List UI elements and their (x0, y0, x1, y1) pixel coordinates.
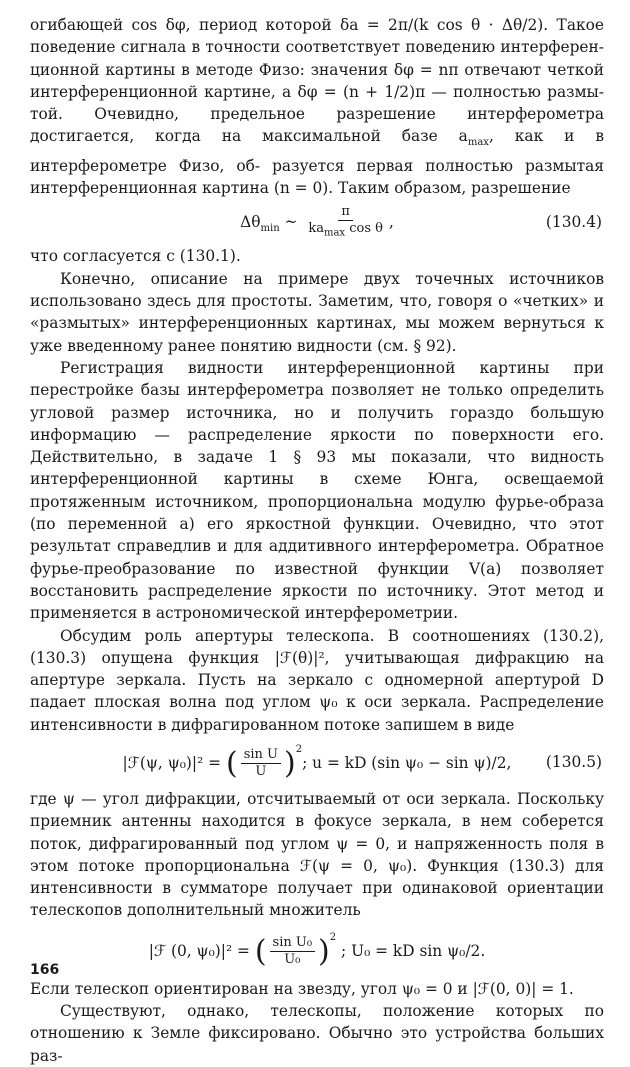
page-number: 166 (30, 962, 60, 978)
page-body (30, 14, 604, 1067)
text-line: разуется первая полностью размытая интерференционная картина (30, 156, 604, 198)
fraction: $\frac{\pi}{ka_{max} \cos \theta}$ (308, 203, 383, 239)
fraction: $\frac{\text{sin U}}{U}$ (241, 747, 281, 780)
paragraph-after-eq: что согласуется с (130.1). (30, 247, 241, 266)
text-line: (n = 0). Таким образом, разрешение (273, 179, 571, 198)
paragraph-4: Обсудим роль апертуры телескопа. В соотношениях (130.2), (130.3) опущена функция |ℱ(θ)|², учитывающая дифракцию на апертуре зеркала. Пусть на зеркало с одномерной апертурой D падает плоская волна под углом ψ₀ к оси зеркала. Распределение интенсивности в дифрагированном потоке запишем в виде (30, 626, 604, 734)
equation-130-5: |ℱ(ψ, ψ₀)|² = ( $\frac{\text{sin U}}{U}$ )$^2$; u = kD (sin ψ₀ − sin ψ)/2, (130.5) (122, 743, 602, 781)
text-line: когда на максимальной базе a (155, 127, 468, 146)
subscript: max (467, 137, 489, 149)
text-line: той. Очевидно, предельное разрешение интерферометра достигается, (30, 105, 604, 146)
text-line: поведение сигнала в точности соответствует поведению интерферен- (30, 38, 604, 57)
text-line: , как и в интерферометре Физо, об- (30, 127, 605, 175)
paragraph-6: Если телескоп ориентирован на звезду, угол ψ₀ = 0 и |ℱ(0, 0)| = 1. (30, 979, 574, 998)
equation-130-4: $\Delta\theta_{min}$ ~ $\frac{\pi}{ka_{max} \cos \theta}$ , (130.4) (30, 199, 604, 245)
paragraph-7: Существуют, однако, телескопы, положение которых по отношению к Земле фиксировано. Обычно это устройства больших раз- (30, 1002, 604, 1065)
equation-number: (130.4) (545, 213, 602, 232)
text-line: огибающей cos δφ, период которой δa = 2π/(k cos θ · Δθ/2). Такое (30, 16, 604, 34)
fraction: $\frac{\text{sin U₀}}{\text{U₀}}$ (270, 935, 316, 968)
paragraph-intro (30, 14, 604, 199)
text-line: интерференционной картине, а δφ = (n + 1/2)π — полностью размы- (30, 82, 604, 101)
paragraph-5: где ψ — угол дифракции, отсчитываемый от оси зеркала. Поскольку приемник антенны находится в фокусе зеркала, в нем соберется поток, дифрагированный под углом ψ = 0, и напряженность поля в этом потоке пропорциональна ℱ(ψ = 0, ψ₀). Функция (130.3) для интенсивности в сумматоре получает при одинаковой ориентации телескопов дополнительный множитель (30, 789, 604, 920)
equation-factor: |ℱ (0, ψ₀)|² = ( $\frac{\text{sin U₀}}{\text{U₀}}$ )$^2$ ; U₀ = kD sin ψ₀/2. (148, 931, 486, 969)
text-line: ционной картины в методе Физо: значения δφ = nπ отвечают четкой (30, 60, 604, 79)
paragraph-2: Конечно, описание на примере двух точечных источников использовано здесь для простоты. Заметим, что, говоря о «четких» и «размытых» интерференционных картинах, мы можем вернуться к уже введенному ранее понятию видности (см. § 92). (30, 269, 604, 355)
paragraph-3: Регистрация видности интерференционной картины при перестройке базы интерферометра позволяет не только определить угловой размер источника, но и получить гораздо большую информацию — распределение яркости по поверхности его. Действительно, в задаче 1 § 93 мы показали, что видность интерференционной картины в схеме Юнга, освещаемой протяженным источником, пропорциональна модулю фурье-образа (по переменной a) его яркостной функции. Очевидно, что этот результат справедлив и для аддитивного интерферометра. Обратное фурье-преобразование по известной функции V(a) позволяет восстановить распределение яркости по источнику. Этот метод и применяется в астрономической интерферометрии. (30, 358, 604, 623)
equation-number: (130.5) (545, 752, 602, 771)
